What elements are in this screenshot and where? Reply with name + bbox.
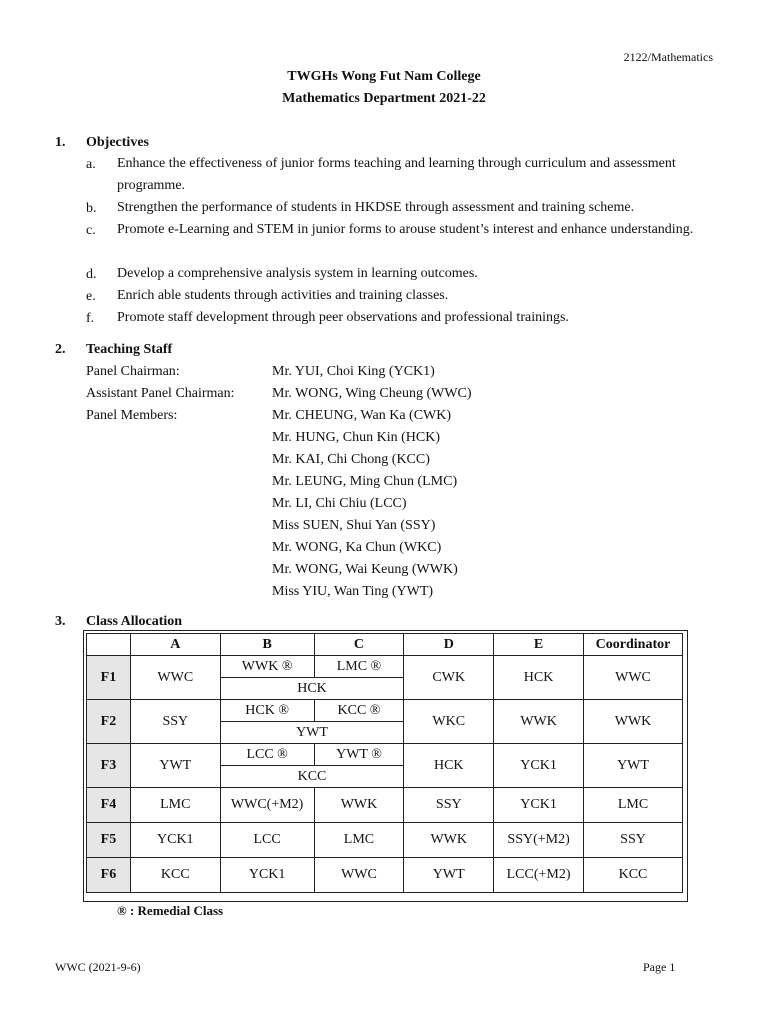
column-header: B bbox=[220, 634, 314, 656]
class-a-cell: WWC bbox=[130, 656, 220, 700]
class-a-cell: KCC bbox=[130, 858, 220, 893]
class-a-cell: SSY bbox=[130, 700, 220, 744]
objective-letter: b. bbox=[86, 201, 97, 216]
objective-text: Strengthen the performance of students in HKDSE through assessment and training scheme. bbox=[117, 200, 635, 215]
coordinator-cell: WWK bbox=[584, 700, 683, 744]
objective-letter: e. bbox=[86, 289, 96, 304]
table-header-row bbox=[87, 634, 683, 656]
column-header: E bbox=[494, 634, 584, 656]
class-c-cell: KCC ® bbox=[314, 700, 404, 722]
staff-name: Mr. LI, Chi Chiu (LCC) bbox=[272, 496, 407, 511]
objective-letter: a. bbox=[86, 157, 96, 172]
objective-text: Enrich able students through activities and training classes. bbox=[117, 288, 449, 303]
section-heading-objectives: Objectives bbox=[86, 135, 149, 150]
staff-name: Miss YIU, Wan Ting (YWT) bbox=[272, 584, 434, 599]
objective-text: Develop a comprehensive analysis system in learning outcomes. bbox=[117, 266, 478, 281]
remedial-note: ® : Remedial Class bbox=[117, 903, 224, 918]
form-label: F2 bbox=[87, 700, 131, 744]
class-c-cell: WWK bbox=[314, 788, 404, 823]
class-d-cell: SSY bbox=[404, 788, 494, 823]
table-row bbox=[87, 788, 683, 823]
table-row bbox=[87, 656, 683, 678]
objective-text: Enhance the effectiveness of junior forms teaching and learning through curriculum and assessment programme. bbox=[117, 156, 676, 193]
coordinator-cell: LMC bbox=[584, 788, 683, 823]
class-a-cell: LMC bbox=[130, 788, 220, 823]
class-e-cell: HCK bbox=[494, 656, 584, 700]
class-d-cell: WWK bbox=[404, 823, 494, 858]
coordinator-cell: KCC bbox=[584, 858, 683, 893]
class-allocation-table bbox=[86, 633, 683, 893]
section-number-allocation: 3. bbox=[55, 614, 66, 629]
class-e-cell: WWK bbox=[494, 700, 584, 744]
class-b-cell: WWK ® bbox=[220, 656, 314, 678]
column-header: A bbox=[130, 634, 220, 656]
staff-name: Mr. HUNG, Chun Kin (HCK) bbox=[272, 430, 440, 445]
objective-text: Promote e-Learning and STEM in junior forms to arouse student’s interest and enhance understanding. bbox=[117, 222, 694, 237]
school-name: TWGHs Wong Fut Nam College bbox=[287, 69, 481, 84]
footer-author-date: WWC (2021-9-6) bbox=[55, 960, 141, 974]
form-label: F1 bbox=[87, 656, 131, 700]
coordinator-cell: YWT bbox=[584, 744, 683, 788]
class-b-cell: LCC bbox=[220, 823, 314, 858]
form-label: F6 bbox=[87, 858, 131, 893]
class-b-cell: LCC ® bbox=[220, 744, 314, 766]
form-label: F3 bbox=[87, 744, 131, 788]
table-row bbox=[87, 744, 683, 766]
staff-name: Mr. WONG, Wai Keung (WWK) bbox=[272, 562, 458, 577]
staff-name: Mr. WONG, Ka Chun (WKC) bbox=[272, 540, 442, 555]
table-row bbox=[87, 700, 683, 722]
class-c-cell: WWC bbox=[314, 858, 404, 893]
staff-name: Mr. YUI, Choi King (YCK1) bbox=[272, 364, 435, 379]
section-heading-staff: Teaching Staff bbox=[86, 342, 173, 357]
form-label: F5 bbox=[87, 823, 131, 858]
class-e-cell: SSY(+M2) bbox=[494, 823, 584, 858]
staff-name: Miss SUEN, Shui Yan (SSY) bbox=[272, 518, 436, 533]
document-code: 2122/Mathematics bbox=[623, 50, 713, 64]
column-header: C bbox=[314, 634, 404, 656]
class-d-cell: WKC bbox=[404, 700, 494, 744]
class-b-cell: HCK ® bbox=[220, 700, 314, 722]
coordinator-cell: SSY bbox=[584, 823, 683, 858]
class-c-cell: LMC ® bbox=[314, 656, 404, 678]
page-number: Page 1 bbox=[643, 960, 676, 974]
staff-role-label: Panel Chairman: bbox=[86, 364, 180, 379]
class-bc-merged-cell: HCK bbox=[220, 678, 404, 700]
form-label: F4 bbox=[87, 788, 131, 823]
staff-role-label: Panel Members: bbox=[86, 408, 178, 423]
class-e-cell: YCK1 bbox=[494, 788, 584, 823]
class-c-cell: YWT ® bbox=[314, 744, 404, 766]
column-header: Coordinator bbox=[584, 634, 683, 656]
objective-letter: c. bbox=[86, 223, 96, 238]
class-a-cell: YCK1 bbox=[130, 823, 220, 858]
staff-name: Mr. CHEUNG, Wan Ka (CWK) bbox=[272, 408, 452, 423]
class-c-cell: LMC bbox=[314, 823, 404, 858]
class-e-cell: YCK1 bbox=[494, 744, 584, 788]
table-row bbox=[87, 823, 683, 858]
header-corner bbox=[87, 634, 131, 656]
class-b-cell: YCK1 bbox=[220, 858, 314, 893]
staff-name: Mr. KAI, Chi Chong (KCC) bbox=[272, 452, 430, 467]
objective-letter: d. bbox=[86, 267, 97, 282]
class-d-cell: YWT bbox=[404, 858, 494, 893]
table-row bbox=[87, 858, 683, 893]
class-bc-merged-cell: YWT bbox=[220, 722, 404, 744]
section-heading-allocation: Class Allocation bbox=[86, 614, 183, 629]
class-e-cell: LCC(+M2) bbox=[494, 858, 584, 893]
objective-letter: f. bbox=[86, 311, 95, 326]
coordinator-cell: WWC bbox=[584, 656, 683, 700]
staff-name: Mr. LEUNG, Ming Chun (LMC) bbox=[272, 474, 458, 489]
class-d-cell: HCK bbox=[404, 744, 494, 788]
staff-role-label: Assistant Panel Chairman: bbox=[86, 386, 235, 401]
section-number-staff: 2. bbox=[55, 342, 66, 357]
class-d-cell: CWK bbox=[404, 656, 494, 700]
department-title: Mathematics Department 2021-22 bbox=[282, 91, 486, 106]
class-bc-merged-cell: KCC bbox=[220, 766, 404, 788]
class-b-cell: WWC(+M2) bbox=[220, 788, 314, 823]
section-number-objectives: 1. bbox=[55, 135, 66, 150]
class-a-cell: YWT bbox=[130, 744, 220, 788]
column-header: D bbox=[404, 634, 494, 656]
objective-text: Promote staff development through peer observations and professional trainings. bbox=[117, 310, 569, 325]
staff-name: Mr. WONG, Wing Cheung (WWC) bbox=[272, 386, 472, 401]
